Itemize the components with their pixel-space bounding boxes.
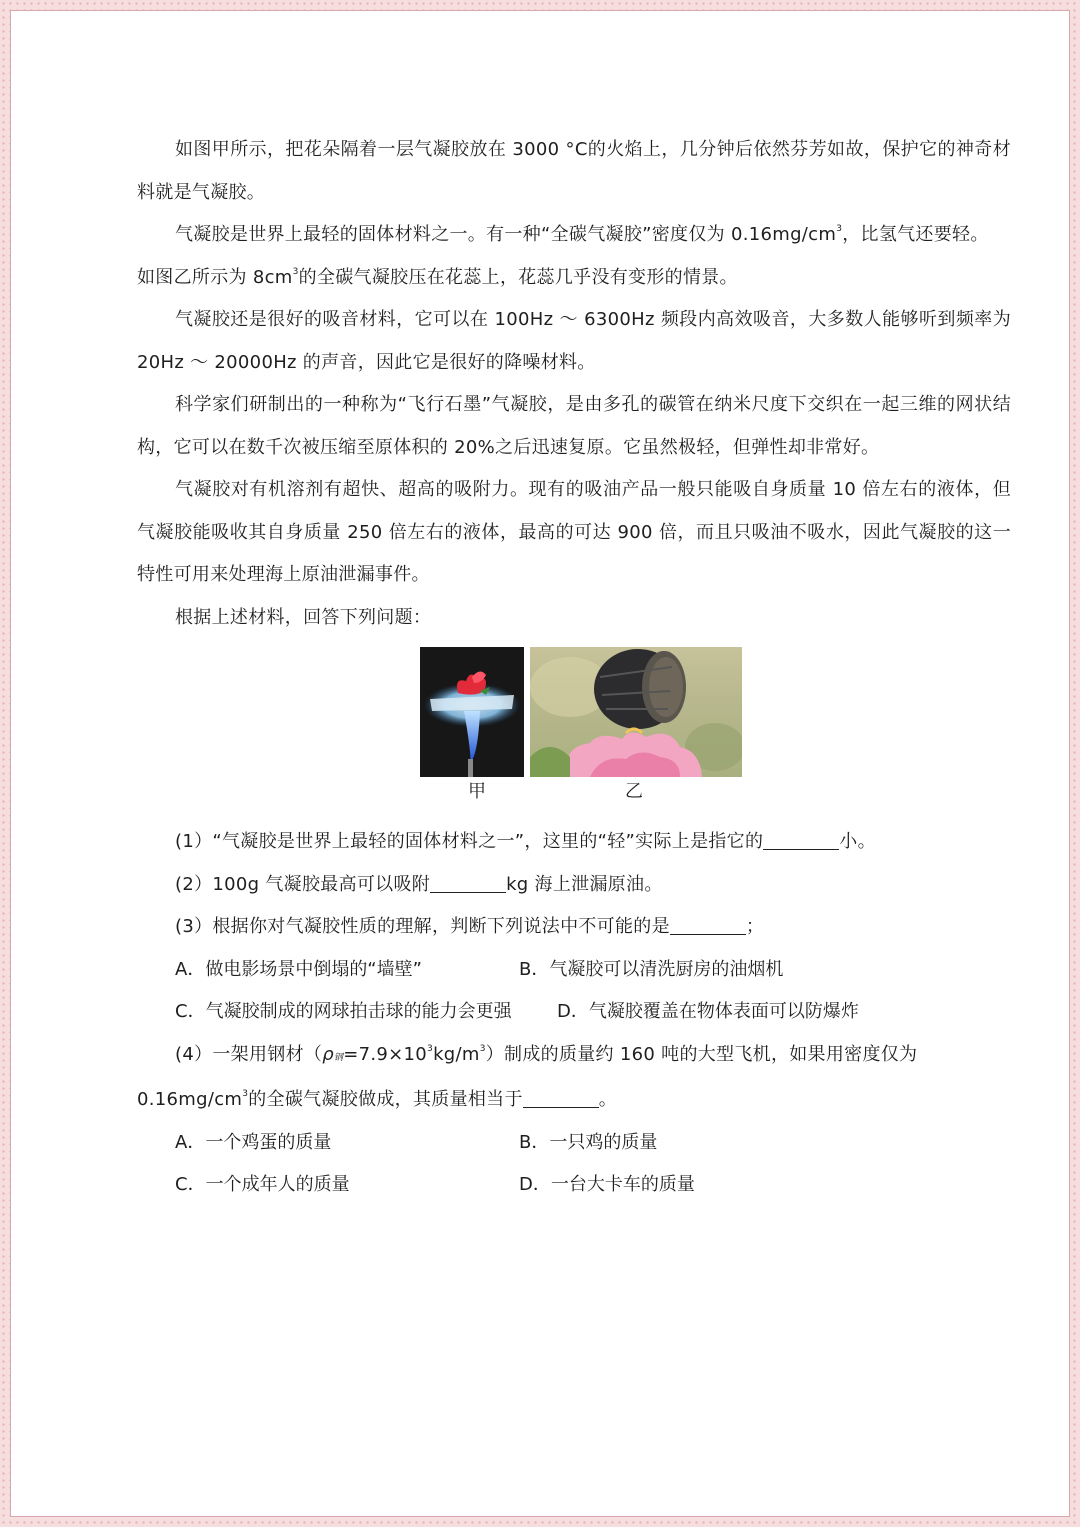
figure-caption-a: 甲 xyxy=(468,781,486,802)
paragraph-flame-intro: 如图甲所示，把花朵隔着一层气凝胶放在 3000 °C的火焰上，几分钟后依然芬芳如故，保护它的神奇材料就是气凝胶。 xyxy=(137,139,1011,203)
figure-flame-photo xyxy=(420,647,524,777)
q3-option-b: B．气凝胶可以清洗厨房的油烟机 xyxy=(519,958,784,980)
question-2: (2）100g 气凝胶最高可以吸附 kg 海上泄漏原油。 xyxy=(175,873,663,895)
q4-option-b: B．一只鸡的质量 xyxy=(519,1131,658,1153)
question-1: (1）“气凝胶是世界上最轻的固体材料之一”，这里的“轻”实际上是指它的 小。 xyxy=(175,831,876,852)
page-content xyxy=(137,129,1011,1207)
paragraph-flying-graphite: 科学家们研制出的一种称为“飞行石墨”气凝胶，是由多孔的碳管在纳米尺度下交织在一起三维的网状结构，它可以在数千次被压缩至原体积的 20%之后迅速复原。它虽然极轻，但弹性却非常好。 xyxy=(137,394,1011,458)
paragraph-sound-absorption: 气凝胶还是很好的吸音材料，它可以在 100Hz ～ 6300Hz 频段内高效吸音，大多数人能够听到频率为 20Hz ～ 20000Hz 的声音，因此它是很好的降噪材料。 xyxy=(137,309,1011,373)
q4-option-a: A．一个鸡蛋的质量 xyxy=(175,1131,332,1153)
question-4: (4）一架用钢材（ρ钢$=7.9\times 10^3kg/m^3$）制成的质量约 160 吨的大型飞机，如果用密度仅为 xyxy=(175,1043,918,1065)
answer-blank-4[interactable] xyxy=(523,1089,599,1108)
answer-blank-1[interactable] xyxy=(763,831,839,850)
q4-option-c: C．一个成年人的质量 xyxy=(175,1174,350,1195)
paragraph-figure-b: 如图乙所示为 $8cm^3$的全碳气凝胶压在花蕊上，花蕊几乎没有变形的情景。 xyxy=(137,266,738,288)
question-3-options-row-1 xyxy=(137,949,1011,992)
figure-group xyxy=(137,647,1011,817)
q4-option-d: D．一台大卡车的质量 xyxy=(519,1174,695,1195)
figure-caption-b: 乙 xyxy=(625,781,643,802)
question-4-options-row-2 xyxy=(137,1164,1011,1207)
q3-option-c: C．气凝胶制成的网球拍击球的能力会更强 xyxy=(175,1001,512,1022)
question-3: (3）根据你对气凝胶性质的理解，判断下列说法中不可能的是 ； xyxy=(175,916,765,937)
question-4-cont: $0.16mg/cm^3$的全碳气凝胶做成，其质量相当于 。 xyxy=(137,1089,618,1110)
figure-aerogel-on-flower-photo xyxy=(530,647,742,777)
q3-option-a: A．做电影场景中倒塌的“墙壁” xyxy=(175,958,422,980)
q3-option-d: D．气凝胶覆盖在物体表面可以防爆炸 xyxy=(557,1001,859,1022)
question-3-options-row-2 xyxy=(137,991,1011,1034)
paragraph-lightest-solid: 气凝胶是世界上最轻的固体材料之一。有一种“全碳气凝胶”密度仅为 $0.16mg/cm^3$，比氢气还要轻。 xyxy=(175,224,989,245)
answer-blank-2[interactable] xyxy=(430,874,506,893)
paragraph-instruction: 根据上述材料，回答下列问题： xyxy=(175,606,432,628)
question-4-options-row-1 xyxy=(137,1122,1011,1165)
answer-blank-3[interactable] xyxy=(670,916,746,935)
document-page xyxy=(10,10,1070,1517)
paragraph-oil-absorption: 气凝胶对有机溶剂有超快、超高的吸附力。现有的吸油产品一般只能吸自身质量 10 倍左右的液体，但气凝胶能吸收其自身质量 250 倍左右的液体，最高的可达 900 倍，而且只吸油不吸水，因此气凝胶的这一特性可用来处理海上原油泄漏事件。 xyxy=(137,479,1011,585)
